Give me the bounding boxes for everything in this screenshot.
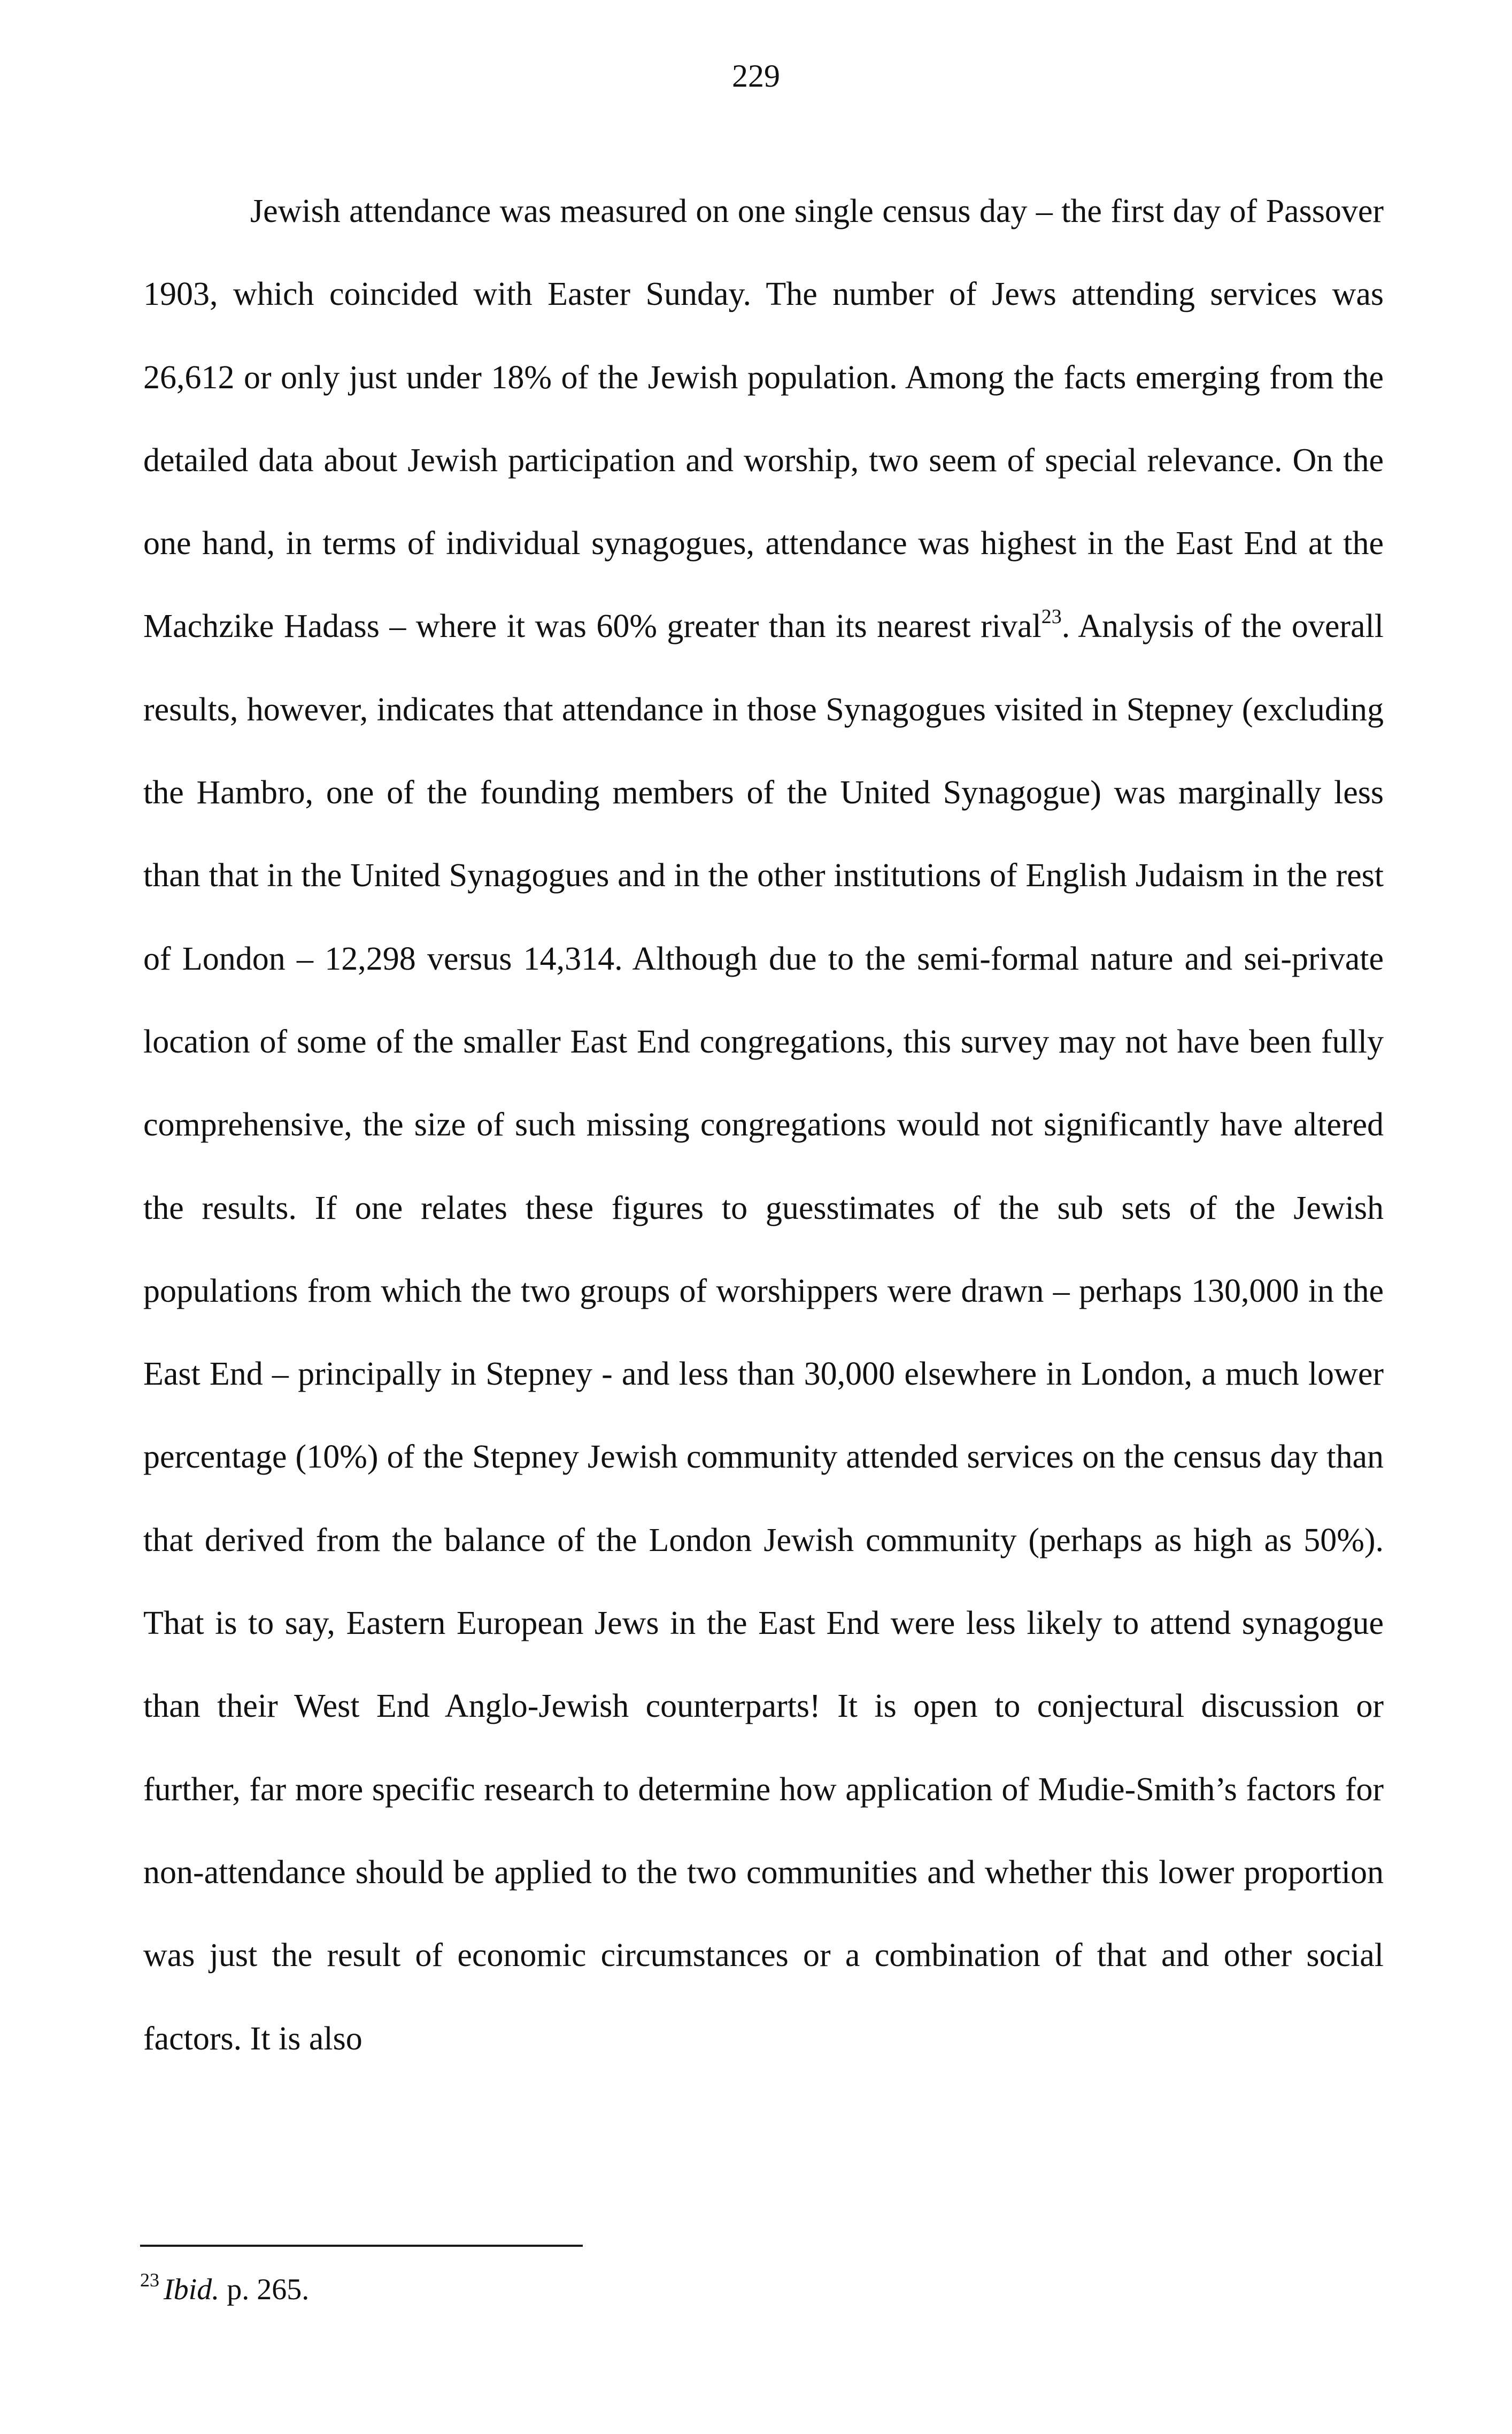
body-text-part-1: Jewish attendance was measured on one single census day – the first day of Passover 1903, which coincided with Easter Sunday. The number of Jews attending services was 26,612 or only just under 18% of the Jewish population. Among the facts emerging from the detailed data about Jewish participation and worship, two seem of special relevance. On the one hand, in terms of individual synagogues, attendance was highest in the East End at the Machzike Hadass – where it was 60% greater than its nearest rival [143,193,1384,645]
footnote-reference: 23 [1041,605,1062,628]
footnote-marker: 23 [140,2269,159,2291]
page-number: 229 [732,58,780,94]
footnote [140,2269,310,2308]
body-paragraph [143,170,1384,2080]
body-text-part-2: . Analysis of the overall results, however, indicates that attendance in those Synagogues visited in Stepney (excluding the Hambro, one of the founding members of the United Synagogue) was marginally less than that in the United Synagogues and in the other institutions of English Judaism in the rest of London – 12,298 versus 14,314. Although due to the semi-formal nature and sei-private location of some of the smaller East End congregations, this survey may not have been fully comprehensive, the size of such missing congregations would not significantly have altered the results. If one relates these figures to guesstimates of the sub sets of the Jewish populations from which the two groups of worshippers were drawn – perhaps 130,000 in the East End – principally in Stepney - and less than 30,000 elsewhere in London, a much lower percentage (10%) of the Stepney Jewish community attended services on the census day than that derived from the balance of the London Jewish community (perhaps as high as 50%). That is to say, Eastern European Jews in the East End were less likely to attend synagogue than their West End Anglo-Jewish counterparts! It is open to conjectural discussion or further, far more specific research to determine how application of Mudie-Smith’s factors for non-attendance should be applied to the two communities and whether this lower proportion was just the result of economic circumstances or a combination of that and other social factors. It is also [143,608,1384,2057]
footnote-divider [140,2245,583,2247]
footnote-source: Ibid. [164,2273,220,2306]
footnote-page-ref: p. 265. [219,2273,310,2306]
